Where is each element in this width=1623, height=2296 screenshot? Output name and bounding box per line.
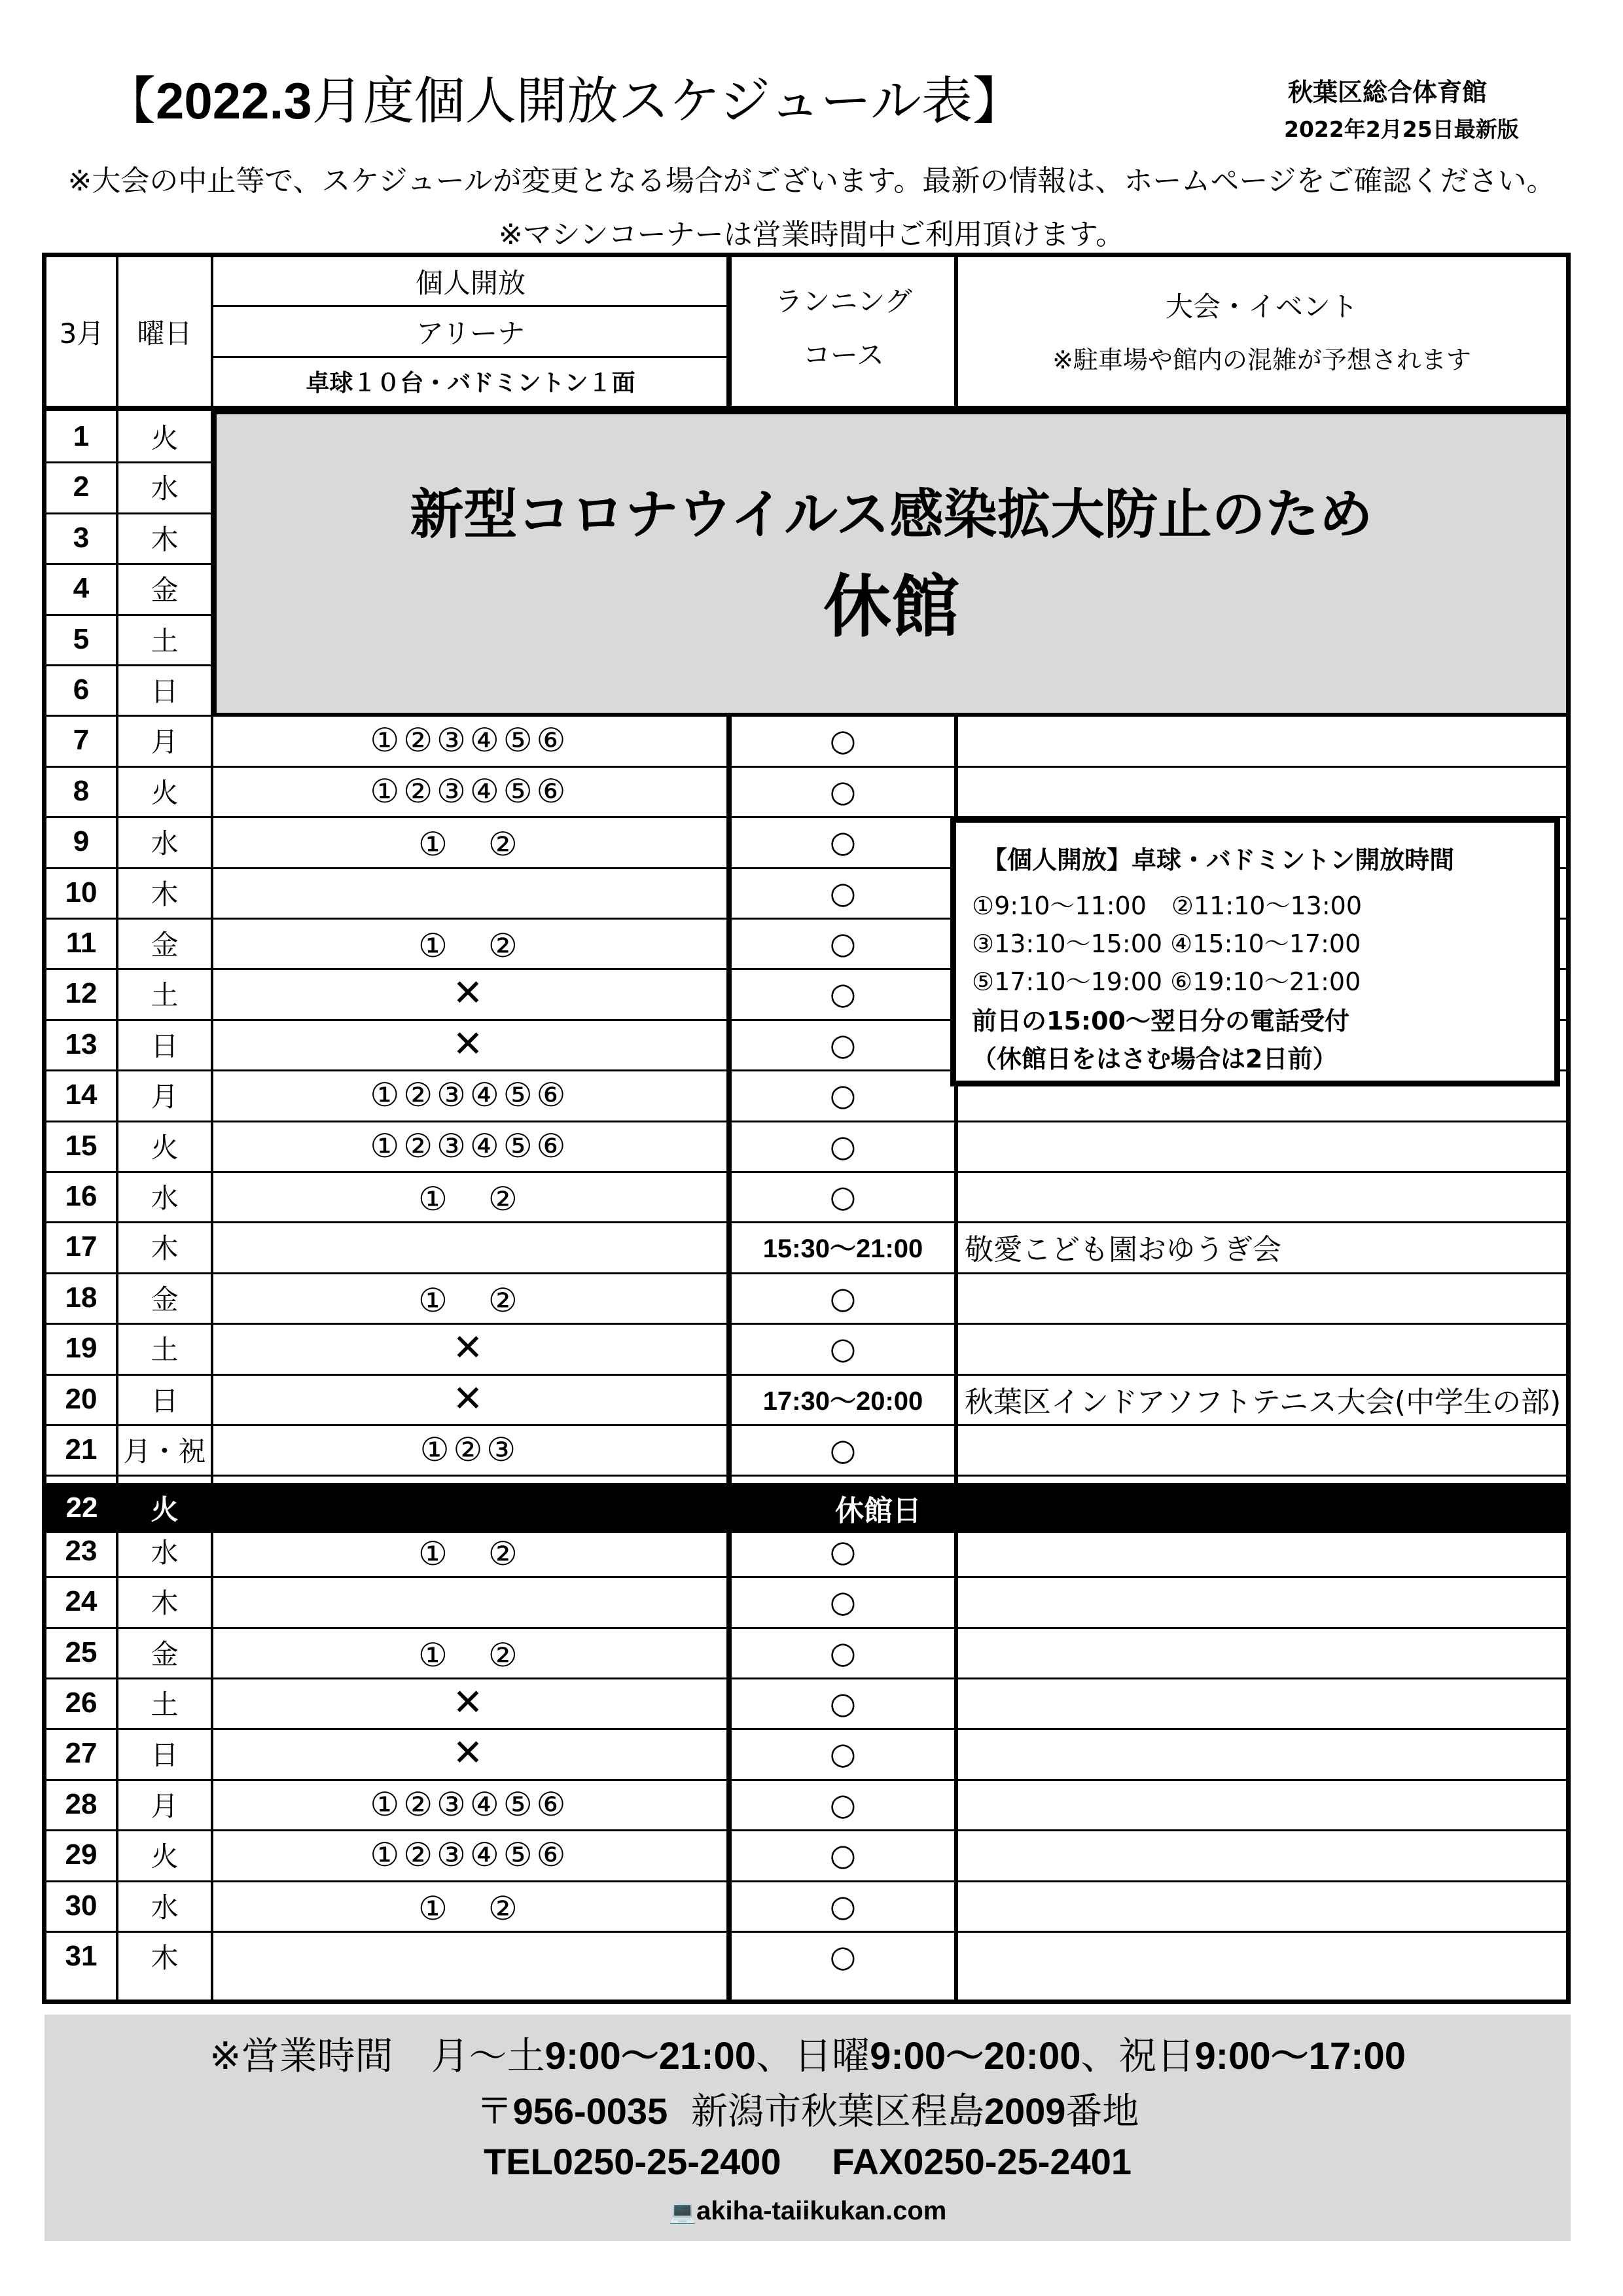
row-event	[958, 1677, 1567, 1728]
row-arena-slots: ① ②	[418, 926, 522, 965]
row-day: 16	[65, 1179, 98, 1212]
hours-weekday: 9:00～21:00	[544, 2035, 757, 2077]
row-arena-slots: ①②③④⑤⑥	[370, 772, 570, 810]
row-dow: 火	[151, 1131, 179, 1164]
row-day: 27	[65, 1736, 98, 1769]
row-arena-slots: ①②③④⑤⑥	[370, 1075, 570, 1114]
notice-machine-corner: ※マシンコーナーは営業時間中ご利用頂けます。	[498, 218, 1125, 251]
row-running-course: ○	[829, 1128, 857, 1164]
row-running-course: ○	[829, 1837, 857, 1873]
row-day: 6	[73, 673, 90, 706]
row-dow: 金	[151, 928, 179, 961]
row-dow: 水	[151, 827, 179, 859]
time-slots-5-6: ⑤17:10～19:00 ⑥19:10～21:00	[972, 967, 1361, 996]
row-running-course: ○	[829, 975, 857, 1011]
row-day: 14	[65, 1078, 98, 1111]
row-event	[958, 1171, 1567, 1221]
header-event-note: ※駐車場や館内の混雑が予想されます	[1052, 345, 1471, 374]
row-day: 17	[65, 1230, 98, 1263]
row-day: 11	[65, 926, 97, 959]
address-number: 2009	[984, 2090, 1066, 2132]
row-running-course: ○	[829, 773, 857, 809]
row-event	[958, 1931, 1567, 1981]
hours-prefix: ※営業時間 月～土	[209, 2034, 545, 2078]
grid-hline-header-bottom	[46, 406, 1566, 411]
header-arena: アリーナ	[416, 317, 526, 350]
header-dow: 曜日	[137, 317, 192, 350]
row-running-course: ○	[829, 1888, 857, 1924]
closure-notice	[213, 411, 1569, 716]
row-day: 10	[65, 876, 98, 908]
holiday-row-day: 22	[65, 1492, 98, 1524]
row-arena-slots: ✕	[452, 1327, 488, 1369]
row-arena-slots: ✕	[452, 1732, 488, 1774]
row-dow: 月	[151, 725, 179, 758]
row-day: 2	[73, 470, 90, 503]
row-day: 18	[65, 1281, 98, 1314]
row-day: 7	[73, 723, 90, 756]
contact-numbers	[45, 2140, 1571, 2183]
reservation-note: 前日の15:00～翌日分の電話受付	[972, 1007, 1349, 1035]
row-dow: 火	[151, 422, 179, 454]
row-event	[958, 1880, 1567, 1931]
row-event	[958, 1576, 1567, 1626]
page-title	[105, 60, 1024, 134]
row-dow: 日	[151, 1738, 179, 1771]
row-arena-slots: ① ②	[418, 825, 522, 863]
row-dow: 金	[151, 1283, 179, 1316]
row-event	[958, 1121, 1567, 1171]
row-arena-slots: ① ②	[418, 1636, 522, 1674]
row-day: 24	[65, 1585, 98, 1617]
website	[45, 2197, 1571, 2226]
row-arena-slots	[213, 867, 726, 918]
row-running-course: 15:30～21:00	[762, 1234, 923, 1263]
title-text: 月度個人開放スケジュール表	[312, 72, 972, 131]
row-event	[958, 1526, 1567, 1576]
updated-date: 2022年2月25日最新版	[1284, 117, 1519, 142]
closure-label: 休館	[823, 567, 959, 647]
row-dow: 木	[151, 1232, 179, 1265]
holiday-row-label: 休館日	[835, 1494, 921, 1528]
row-event: 敬愛こども園おゆうぎ会	[965, 1232, 1281, 1266]
footer-info	[45, 2015, 1571, 2241]
row-running-course: ○	[829, 1583, 857, 1619]
row-day: 31	[65, 1939, 98, 1972]
row-arena-slots: ① ②	[418, 1534, 522, 1573]
row-day: 30	[65, 1889, 98, 1922]
computer-icon: 💻	[668, 2200, 696, 2225]
row-dow: 金	[151, 573, 179, 606]
row-day: 26	[65, 1686, 98, 1719]
row-day: 21	[65, 1433, 98, 1465]
row-running-course: ○	[829, 1330, 857, 1366]
row-day: 4	[73, 571, 90, 604]
row-dow: 木	[151, 878, 179, 910]
row-arena-slots: ✕	[452, 972, 488, 1014]
row-day: 13	[65, 1028, 98, 1060]
title-bracket-open: 【	[105, 72, 156, 131]
row-dow: 木	[151, 1587, 179, 1619]
row-arena-slots: ✕	[452, 1378, 488, 1420]
facility-name: 秋葉区総合体育館	[1288, 78, 1488, 107]
postal-mark: 〒	[476, 2090, 513, 2133]
row-dow: 水	[151, 472, 179, 505]
header-month: 3月	[59, 317, 105, 350]
row-dow: 火	[151, 1840, 179, 1873]
time-slots-3-4: ③13:10～15:00 ④15:10～17:00	[972, 929, 1361, 958]
row-event	[958, 1627, 1567, 1677]
row-day: 9	[73, 825, 90, 857]
row-arena-slots: ① ②	[418, 1179, 522, 1218]
hours-sunday: 9:00～20:00	[870, 2035, 1081, 2077]
title-bracket-close: 】	[972, 72, 1024, 131]
row-running-course: ○	[829, 1533, 857, 1569]
row-day: 29	[65, 1838, 98, 1871]
hours-sunday-label: 、日曜	[756, 2034, 870, 2078]
grid-hline-row	[46, 1475, 1566, 1477]
opening-times-box	[950, 817, 1560, 1086]
row-dow: 土	[151, 1333, 179, 1366]
row-day: 1	[73, 420, 90, 452]
row-running-course: ○	[829, 1431, 857, 1467]
reservation-note-holiday: （休館日をはさむ場合は2日前）	[972, 1045, 1338, 1073]
row-running-course: ○	[829, 1786, 857, 1822]
row-day: 20	[65, 1382, 98, 1415]
address	[45, 2083, 1571, 2135]
tel-number: TEL0250-25-2400	[484, 2141, 781, 2182]
row-dow: 土	[151, 978, 179, 1011]
postal-code: 956-0035	[512, 2090, 668, 2132]
header-running-line2: コース	[803, 339, 884, 371]
row-running-course: ○	[829, 722, 857, 758]
row-event	[958, 1323, 1567, 1373]
row-arena-slots: ① ②	[418, 1889, 522, 1928]
row-dow: 火	[151, 776, 179, 809]
row-dow: 土	[151, 624, 179, 657]
row-event: 秋葉区インドアソフトテニス大会(中学生の部)	[965, 1385, 1561, 1419]
row-event	[958, 1424, 1567, 1475]
row-running-course: ○	[829, 1735, 857, 1771]
row-dow: 土	[151, 1688, 179, 1721]
row-day: 28	[65, 1787, 98, 1820]
header-running-line1: ランニング	[775, 285, 912, 317]
hours-holiday-label: 、祝日	[1080, 2034, 1195, 2078]
row-day: 8	[73, 774, 90, 807]
row-day: 23	[65, 1534, 98, 1567]
row-running-course: ○	[829, 1280, 857, 1316]
row-arena-slots	[213, 1221, 726, 1272]
closure-reason: 新型コロナウイルス感染拡大防止のため	[410, 484, 1373, 546]
row-dow: 月	[151, 1789, 179, 1822]
row-day: 15	[65, 1129, 98, 1162]
row-dow: 日	[151, 1384, 179, 1417]
time-slots-1-2: ①9:10～11:00 ②11:10～13:00	[972, 891, 1362, 920]
row-event	[958, 1779, 1567, 1829]
row-event	[958, 1829, 1567, 1880]
address-tail: 番地	[1065, 2090, 1139, 2133]
row-dow: 月	[151, 1080, 179, 1113]
row-arena-slots	[213, 1576, 726, 1626]
address-city: 新潟市秋葉区程島	[690, 2090, 984, 2133]
row-running-course: 17:30～20:00	[762, 1387, 923, 1416]
fax-number: FAX0250-25-2401	[832, 2141, 1132, 2182]
row-running-course: ○	[829, 874, 857, 910]
row-arena-slots: ①②③④⑤⑥	[370, 1835, 570, 1874]
hours-holiday: 9:00～17:00	[1194, 2035, 1406, 2077]
row-running-course: ○	[829, 1685, 857, 1721]
header-arena-detail: 卓球１０台・バドミントン１面	[306, 369, 635, 397]
row-arena-slots: ✕	[452, 1681, 488, 1724]
row-dow: 日	[151, 1030, 179, 1062]
row-running-course: ○	[829, 1634, 857, 1670]
row-dow: 日	[151, 675, 179, 708]
business-hours	[45, 2025, 1571, 2080]
row-running-course: ○	[829, 823, 857, 859]
row-event	[958, 1272, 1567, 1323]
title-period: 2022.3	[156, 72, 312, 130]
row-day: 5	[73, 622, 90, 655]
row-day: 12	[65, 977, 98, 1009]
row-dow: 水	[151, 1536, 179, 1569]
row-arena-slots: ①②③	[419, 1430, 520, 1469]
row-dow: 金	[151, 1638, 179, 1670]
row-event	[958, 1728, 1567, 1778]
row-dow: 水	[151, 1181, 179, 1214]
row-dow: 水	[151, 1891, 179, 1924]
header-personal-open: 個人開放	[415, 267, 526, 299]
row-dow: 月・祝	[123, 1435, 206, 1467]
row-arena-slots: ①②③④⑤⑥	[370, 1785, 570, 1823]
row-event	[958, 715, 1567, 765]
row-dow: 木	[151, 523, 179, 556]
row-event	[958, 766, 1567, 816]
website-url[interactable]: akiha-taiikukan.com	[696, 2197, 947, 2225]
row-running-course: ○	[829, 1178, 857, 1214]
row-day: 19	[65, 1331, 98, 1364]
row-dow: 木	[151, 1941, 179, 1974]
header-event: 大会・イベント	[1165, 291, 1358, 323]
opening-times-title: 【個人開放】卓球・バドミントン開放時間	[982, 846, 1455, 874]
row-running-course: ○	[829, 1026, 857, 1062]
notice-schedule-change: ※大会の中止等で、スケジュールが変更となる場合がございます。最新の情報は、ホームページをご確認ください。	[67, 164, 1556, 198]
row-running-course: ○	[829, 925, 857, 961]
row-arena-slots: ①②③④⑤⑥	[370, 721, 570, 759]
row-day: 3	[73, 521, 90, 554]
row-running-course: ○	[829, 1077, 857, 1113]
row-day: 25	[65, 1636, 98, 1668]
holiday-row-dow: 火	[151, 1494, 179, 1526]
row-running-course: ○	[829, 1938, 857, 1974]
row-arena-slots: ✕	[452, 1023, 488, 1066]
row-arena-slots: ①②③④⑤⑥	[370, 1126, 570, 1165]
row-arena-slots: ① ②	[418, 1281, 522, 1319]
row-arena-slots	[213, 1931, 726, 1981]
